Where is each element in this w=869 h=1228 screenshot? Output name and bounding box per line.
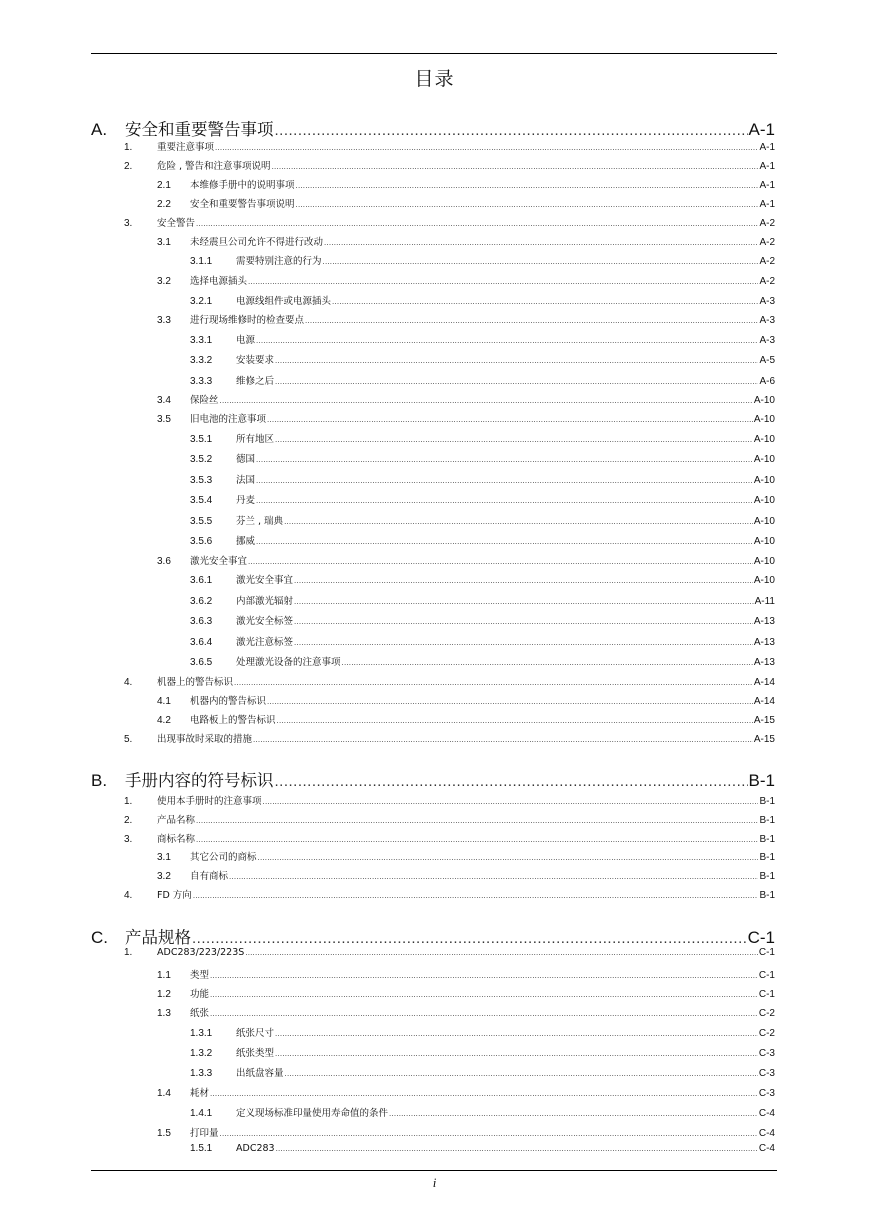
toc-dot-leader [245, 948, 758, 957]
toc-entry-page: A-10 [753, 516, 775, 527]
toc-entry-number: 3. [124, 834, 133, 845]
toc-entry[interactable] [190, 253, 775, 267]
toc-entry-title: 产品规格 [125, 928, 191, 947]
toc-dot-leader [220, 1129, 758, 1138]
toc-entry[interactable] [157, 411, 775, 425]
toc-entry-page: A-10 [753, 536, 775, 547]
toc-section-entry[interactable] [91, 767, 775, 791]
toc-entry[interactable] [190, 572, 775, 586]
toc-dot-leader [275, 435, 753, 444]
toc-entry-title: 挪威 [236, 536, 256, 547]
toc-entry[interactable] [190, 451, 775, 465]
toc-entry-number: 1. [124, 142, 133, 153]
toc-section-entry[interactable] [91, 116, 775, 140]
toc-entry-number: A. [91, 120, 108, 139]
toc-entry-page: B-1 [748, 771, 775, 790]
toc-entry[interactable] [124, 947, 775, 958]
toc-dot-leader [323, 257, 759, 266]
toc-entry[interactable] [190, 431, 775, 445]
toc-entry-number: 3.6.3 [190, 616, 213, 627]
toc-dot-leader [267, 415, 753, 424]
toc-entry[interactable] [190, 513, 775, 527]
toc-entry-page: A-1 [759, 161, 775, 172]
toc-entry[interactable] [190, 293, 775, 307]
toc-entry-number: 1.3.2 [190, 1048, 213, 1059]
toc-entry-page: A-13 [753, 637, 775, 648]
toc-entry-number: 4.1 [157, 696, 171, 707]
toc-dot-leader [296, 200, 759, 209]
toc-entry-page: A-15 [753, 734, 775, 745]
toc-entry[interactable] [190, 613, 775, 627]
toc-dot-leader [210, 1089, 758, 1098]
toc-entry-title: 定义现场标准印量使用寿命值的条件 [236, 1108, 389, 1119]
toc-entry[interactable] [190, 1045, 775, 1059]
toc-dot-leader [258, 853, 759, 862]
toc-entry[interactable] [190, 533, 775, 547]
toc-entry-title: 机器内的警告标识 [190, 696, 267, 707]
toc-entry[interactable] [157, 868, 775, 882]
toc-entry-number: 3.5.5 [190, 516, 213, 527]
toc-dot-leader [294, 638, 753, 647]
toc-entry-number: B. [91, 771, 108, 790]
toc-entry-title: 重要注意事项 [157, 142, 215, 153]
toc-entry-number: 3.5.1 [190, 434, 213, 445]
toc-entry[interactable] [190, 373, 775, 387]
toc-entry-page: C-1 [758, 947, 775, 958]
toc-entry[interactable] [157, 849, 775, 863]
toc-entry[interactable] [190, 654, 775, 668]
toc-entry-number: 3.5.6 [190, 536, 213, 547]
toc-entry-title: 激光安全事宜 [190, 556, 248, 567]
toc-entry-number: 1.3 [157, 1008, 171, 1019]
toc-entry-title: 保险丝 [190, 395, 219, 406]
toc-entry-page: B-1 [759, 852, 775, 863]
toc-entry-page: B-1 [759, 871, 775, 882]
toc-entry-page: A-3 [759, 315, 775, 326]
toc-dot-leader [256, 537, 753, 546]
toc-entry-page: A-10 [753, 414, 775, 425]
toc-entry-number: 5. [124, 734, 133, 745]
toc-entry-page: A-2 [759, 256, 775, 267]
toc-entry[interactable] [157, 392, 775, 406]
toc-entry-number: 3.3.3 [190, 376, 213, 387]
toc-entry-page: A-1 [759, 142, 775, 153]
toc-dot-leader [342, 658, 753, 667]
toc-entry-page: A-11 [754, 596, 775, 607]
toc-entry-title: 纸张尺寸 [236, 1028, 275, 1039]
toc-entry-number: 2. [124, 815, 133, 826]
toc-entry[interactable] [124, 812, 775, 826]
toc-entry-page: C-1 [747, 928, 775, 947]
toc-entry-title: 处理激光设备的注意事项 [236, 657, 341, 668]
toc-entry-title: 电源线组件或电源插头 [236, 296, 332, 307]
toc-entry-page: A-10 [753, 575, 775, 586]
toc-dot-leader [256, 476, 753, 485]
toc-entry-title: 丹麦 [236, 495, 256, 506]
toc-dot-leader [229, 872, 758, 881]
toc-entry[interactable] [190, 1065, 775, 1079]
toc-entry-number: 1.3.3 [190, 1068, 213, 1079]
bottom-rule [91, 1170, 777, 1171]
toc-entry[interactable] [190, 492, 775, 506]
toc-section-entry[interactable] [91, 924, 775, 948]
toc-entry-number: 1.4.1 [190, 1108, 213, 1119]
toc-dot-leader [196, 219, 758, 228]
toc-entry-number: 2.1 [157, 180, 171, 191]
toc-entry-page: A-10 [753, 475, 775, 486]
toc-entry-title: 内部激光辐射 [236, 596, 294, 607]
toc-entry-page: A-1 [759, 199, 775, 210]
toc-entry[interactable] [157, 273, 775, 287]
toc-entry-title: 机器上的警告标识 [157, 677, 234, 688]
toc-entry[interactable] [157, 196, 775, 210]
toc-entry[interactable] [124, 215, 775, 229]
toc-entry[interactable] [190, 1025, 775, 1039]
toc-entry-page: C-1 [758, 989, 775, 1000]
toc-entry-number: 3.1.1 [190, 256, 213, 267]
toc-entry[interactable] [190, 472, 775, 486]
toc-entry-page: A-2 [759, 237, 775, 248]
toc-entry-page: A-1 [759, 180, 775, 191]
toc-entry[interactable] [157, 234, 775, 248]
toc-entry-page: C-1 [758, 970, 775, 981]
toc-dot-leader [275, 1029, 758, 1038]
toc-entry-page: A-10 [753, 556, 775, 567]
toc-dot-leader [210, 971, 758, 980]
toc-entry-title: 电路板上的警告标识 [190, 715, 276, 726]
toc-entry-title: 安全警告 [157, 218, 196, 229]
toc-entry-page: A-5 [759, 355, 775, 366]
toc-entry-title: 需要特别注意的行为 [236, 256, 322, 267]
toc-entry[interactable] [124, 887, 775, 901]
toc-entry-page: A-13 [753, 657, 775, 668]
toc-entry-number: 4. [124, 890, 133, 901]
toc-entry[interactable] [190, 1105, 775, 1119]
toc-entry-number: 3.6.1 [190, 575, 213, 586]
toc-entry[interactable] [157, 553, 775, 567]
toc-entry-title: 进行现场维修时的检查要点 [190, 315, 305, 326]
toc-dot-leader [210, 990, 758, 999]
toc-entry-page: A-6 [759, 376, 775, 387]
toc-entry-number: 3.3.1 [190, 335, 213, 346]
toc-entry-number: 3.6.4 [190, 637, 213, 648]
toc-dot-leader [305, 316, 758, 325]
toc-entry-number: 3.5.3 [190, 475, 213, 486]
toc-entry-number: 3.5.4 [190, 495, 213, 506]
toc-dot-leader [256, 336, 758, 345]
toc-entry-page: C-2 [758, 1008, 775, 1019]
toc-entry-page: C-3 [758, 1068, 775, 1079]
toc-entry-title: 激光注意标签 [236, 637, 294, 648]
toc-entry-number: 3.6 [157, 556, 171, 567]
toc-entry-number: 1.4 [157, 1088, 171, 1099]
toc-entry-title: 激光安全事宜 [236, 575, 294, 586]
toc-entry-number: 1. [124, 947, 133, 958]
toc-entry-title: 激光安全标签 [236, 616, 294, 627]
toc-dot-leader [267, 697, 753, 706]
toc-entry-number: 3.5.2 [190, 454, 213, 465]
toc-entry-title: 纸张 [190, 1008, 210, 1019]
toc-dot-leader [284, 517, 753, 526]
toc-entry-title: 旧电池的注意事项 [190, 414, 267, 425]
toc-dot-leader [220, 396, 753, 405]
toc-dot-leader [234, 678, 753, 687]
toc-entry-number: 3.1 [157, 852, 171, 863]
toc-entry-page: C-3 [758, 1088, 775, 1099]
toc-entry[interactable] [124, 139, 775, 153]
toc-entry[interactable] [190, 352, 775, 366]
toc-dot-leader [263, 797, 759, 806]
toc-entry-page: A-10 [753, 434, 775, 445]
toc-dot-leader [275, 122, 748, 139]
toc-entry[interactable] [124, 831, 775, 845]
toc-entry-number: 3.3 [157, 315, 171, 326]
toc-entry-title: 选择电源插头 [190, 276, 248, 287]
toc-entry-page: A-13 [753, 616, 775, 627]
toc-entry[interactable] [190, 332, 775, 346]
toc-entry-title: 维修之后 [236, 376, 275, 387]
toc-entry-number: 3.2.1 [190, 296, 213, 307]
toc-entry-page: A-3 [759, 335, 775, 346]
toc-entry-title: 安全和重要警告事项说明 [190, 199, 295, 210]
toc-entry-number: 3.5 [157, 414, 171, 425]
toc-dot-leader [294, 576, 753, 585]
toc-entry-number: 1.1 [157, 970, 171, 981]
toc-dot-leader [277, 716, 753, 725]
toc-entry-number: 3.4 [157, 395, 171, 406]
toc-entry[interactable] [157, 177, 775, 191]
toc-entry-title: 出现事故时采取的措施 [157, 734, 253, 745]
toc-entry-number: 3. [124, 218, 133, 229]
toc-entry[interactable] [124, 731, 775, 745]
toc-entry-title: 打印量 [190, 1128, 219, 1139]
toc-entry-number: 1.3.1 [190, 1028, 213, 1039]
toc-dot-leader [294, 617, 753, 626]
toc-entry-number: 3.1 [157, 237, 171, 248]
toc-entry-title: 电源 [236, 335, 256, 346]
toc-entry-page: B-1 [759, 890, 775, 901]
toc-entry-title: 安装要求 [236, 355, 275, 366]
toc-entry-title: 手册内容的符号标识 [125, 771, 274, 790]
toc-entry-title: 自有商标 [190, 871, 229, 882]
toc-entry-title: 其它公司的商标 [190, 852, 257, 863]
toc-entry-title: 耗材 [190, 1088, 210, 1099]
toc-entry[interactable] [157, 312, 775, 326]
toc-dot-leader [272, 162, 759, 171]
toc-entry[interactable] [157, 1125, 775, 1139]
toc-entry-title: FD 方向 [157, 890, 192, 901]
toc-dot-leader [275, 377, 758, 386]
toc-dot-leader [285, 1069, 758, 1078]
toc-entry-title: 本维修手册中的说明事项 [190, 180, 295, 191]
toc-entry[interactable] [157, 693, 775, 707]
toc-entry-title: 纸张类型 [236, 1048, 275, 1059]
toc-dot-leader [248, 277, 758, 286]
toc-entry-number: 3.3.2 [190, 355, 213, 366]
toc-entry[interactable] [157, 1005, 775, 1019]
toc-entry-page: A-14 [753, 677, 775, 688]
toc-entry-number: 4.2 [157, 715, 171, 726]
toc-dot-leader [324, 238, 758, 247]
toc-dot-leader [256, 455, 753, 464]
toc-entry-title: 类型 [190, 970, 210, 981]
toc-entry-number: 3.2 [157, 276, 171, 287]
toc-entry[interactable] [157, 1085, 775, 1099]
toc-entry[interactable] [190, 593, 775, 607]
toc-entry[interactable] [190, 1143, 775, 1154]
toc-dot-leader [275, 1049, 758, 1058]
toc-entry-title: 德国 [236, 454, 256, 465]
toc-dot-leader [294, 597, 754, 606]
page-number: i [432, 1175, 437, 1190]
toc-entry-page: C-4 [758, 1143, 775, 1154]
toc-entry-title: ADC283 [236, 1143, 275, 1154]
toc-dot-leader [253, 735, 753, 744]
toc-entry-title: 出纸盘容量 [236, 1068, 284, 1079]
toc-entry-page: C-2 [758, 1028, 775, 1039]
toc-entry-page: B-1 [759, 796, 775, 807]
toc-entry-page: C-3 [758, 1048, 775, 1059]
toc-entry-page: A-10 [753, 395, 775, 406]
toc-dot-leader [192, 930, 747, 947]
toc-entry-page: B-1 [759, 834, 775, 845]
toc-entry-number: 1.2 [157, 989, 171, 1000]
toc-entry-number: 2.2 [157, 199, 171, 210]
toc-entry-title: 使用本手册时的注意事项 [157, 796, 262, 807]
toc-entry-page: A-1 [748, 120, 775, 139]
toc-entry-number: 1.5.1 [190, 1143, 213, 1154]
toc-dot-leader [193, 891, 759, 900]
toc-entry-number: 4. [124, 677, 133, 688]
toc-dot-leader [196, 816, 758, 825]
page-title: 目录 [414, 68, 455, 90]
toc-entry-title: 所有地区 [236, 434, 275, 445]
toc-entry[interactable] [157, 712, 775, 726]
toc-entry-number: 3.2 [157, 871, 171, 882]
toc-entry-number: 3.6.5 [190, 657, 213, 668]
toc-dot-leader [275, 773, 748, 790]
toc-entry[interactable] [124, 793, 775, 807]
toc-dot-leader [276, 1144, 758, 1153]
toc-entry-title: 危险 , 警告和注意事项说明 [157, 161, 271, 172]
toc-entry-page: B-1 [759, 815, 775, 826]
toc-entry-number: 1.5 [157, 1128, 171, 1139]
toc-dot-leader [275, 356, 758, 365]
toc-entry-title: ADC283/223/223S [157, 947, 245, 958]
toc-entry-page: A-2 [759, 276, 775, 287]
toc-entry-title: 芬兰 , 瑞典 [236, 516, 284, 527]
toc-entry-title: 产品名称 [157, 815, 196, 826]
toc-dot-leader [256, 496, 753, 505]
toc-entry-page: A-10 [753, 454, 775, 465]
toc-dot-leader [248, 557, 753, 566]
toc-entry-number: 3.6.2 [190, 596, 213, 607]
toc-entry-number: 2. [124, 161, 133, 172]
toc-entry[interactable] [124, 158, 775, 172]
toc-entry-page: A-14 [753, 696, 775, 707]
toc-entry-number: C. [91, 928, 108, 947]
toc-dot-leader [332, 297, 758, 306]
toc-dot-leader [296, 181, 759, 190]
toc-entry-title: 商标名称 [157, 834, 196, 845]
toc-dot-leader [210, 1009, 758, 1018]
toc-entry-page: A-3 [759, 296, 775, 307]
toc-entry-number: 1. [124, 796, 133, 807]
toc-dot-leader [196, 835, 758, 844]
toc-entry-page: A-15 [753, 715, 775, 726]
toc-entry-page: A-10 [753, 495, 775, 506]
toc-entry[interactable] [157, 986, 775, 1000]
toc-entry-page: A-2 [759, 218, 775, 229]
toc-entry[interactable] [124, 674, 775, 688]
toc-entry[interactable] [190, 634, 775, 648]
toc-dot-leader [389, 1109, 758, 1118]
toc-dot-leader [215, 143, 758, 152]
toc-entry-title: 功能 [190, 989, 210, 1000]
toc-entry-page: C-4 [758, 1128, 775, 1139]
toc-entry-page: C-4 [758, 1108, 775, 1119]
toc-entry[interactable] [157, 967, 775, 981]
toc-entry-title: 安全和重要警告事项 [125, 120, 274, 139]
toc-entry-title: 未经震旦公司允许不得进行改动 [190, 237, 324, 248]
toc-entry-title: 法国 [236, 475, 256, 486]
